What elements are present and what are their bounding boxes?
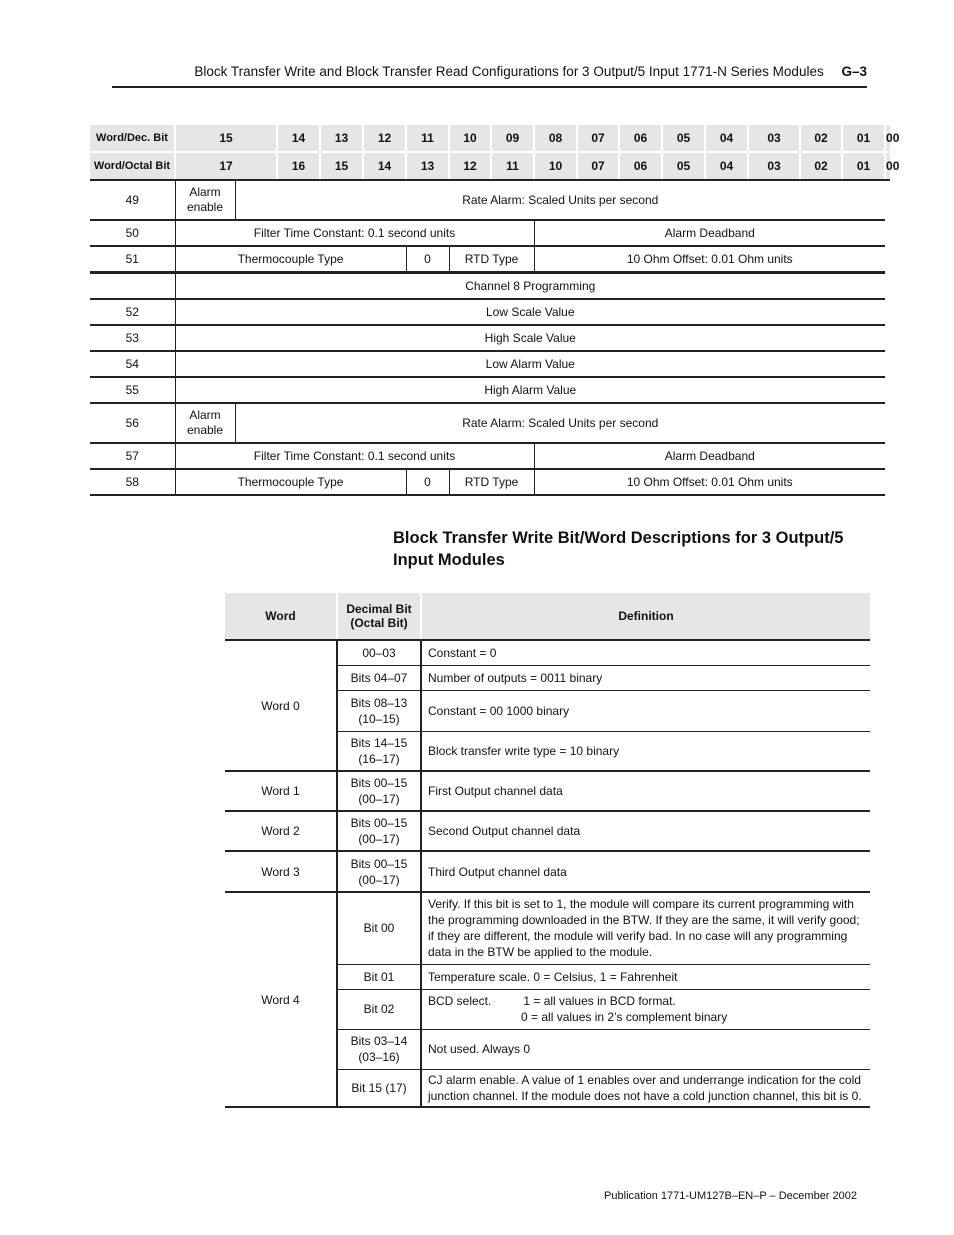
bit-cell: 00–03 [337, 640, 421, 665]
table-row [90, 351, 890, 377]
bit-header: 14 [363, 152, 406, 180]
bcd-option-1: 1 = all values in BCD format. [523, 994, 676, 1008]
table-row [90, 443, 890, 469]
table-row [90, 299, 890, 325]
oct-bit-label: Word/Octal Bit [90, 152, 175, 180]
bit-header: 13 [320, 125, 363, 152]
word-number: 54 [90, 351, 175, 377]
definition-cell: First Output channel data [421, 771, 870, 811]
bit-header: 03 [748, 152, 800, 180]
bit-header: 00 [885, 152, 890, 180]
table-row [90, 180, 890, 220]
bit-header: 00 [885, 125, 890, 152]
alarm-enable-cell: Alarm enable [175, 180, 235, 220]
word-number: 57 [90, 443, 175, 469]
table-row [90, 273, 890, 300]
bit-header: 13 [406, 152, 449, 180]
bit-header: 04 [705, 152, 748, 180]
table-row [225, 851, 870, 892]
table-row [225, 892, 870, 964]
octal-bit-row [90, 152, 890, 180]
bit-header: 10 [534, 152, 577, 180]
word-number: 56 [90, 403, 175, 443]
bit-header: 07 [577, 125, 619, 152]
thermocouple-type-cell: Thermocouple Type [175, 246, 406, 273]
bit-header: 03 [748, 125, 800, 152]
header-title: Block Transfer Write and Block Transfer Read Configurations for 3 Output/5 Input 1771-N Series Modules [194, 64, 824, 79]
bit-header: 01 [842, 125, 885, 152]
word-number: 50 [90, 220, 175, 246]
bit-header: 10 [449, 125, 491, 152]
low-alarm-cell: Low Alarm Value [175, 351, 885, 377]
bit-header: 16 [277, 152, 320, 180]
table-row [90, 377, 890, 403]
ohm-offset-cell: 10 Ohm Offset: 0.01 Ohm units [534, 246, 885, 273]
rtd-type-cell: RTD Type [449, 246, 534, 273]
decimal-bit-row [90, 125, 890, 152]
bit-cell: Bits 00–15 (00–17) [337, 771, 421, 811]
bcd-option-0: 0 = all values in 2’s complement binary [521, 1010, 728, 1024]
bit-header: 07 [577, 152, 619, 180]
word-number: 58 [90, 469, 175, 495]
page-number: G–3 [841, 64, 867, 79]
definition-cell: Third Output channel data [421, 851, 870, 892]
dec-bit-label: Word/Dec. Bit [90, 125, 175, 152]
section-heading: Block Transfer Write Bit/Word Descriptions for 3 Output/5 Input Modules [393, 529, 844, 569]
bit-cell: Bits 00–15 (00–17) [337, 851, 421, 892]
bit-word-description-table [225, 593, 870, 1108]
bit-header: 11 [406, 125, 449, 152]
bit-cell: Bit 02 [337, 989, 421, 1029]
bit-cell: Bits 03–14 (03–16) [337, 1029, 421, 1069]
word-cell: Word 2 [225, 811, 337, 851]
bit-header: 05 [662, 125, 705, 152]
zero-cell: 0 [406, 246, 449, 273]
configuration-table [90, 125, 900, 496]
definition-cell: Verify. If this bit is set to 1, the module will compare its current programming with the programming downloaded in the BTW. If they are the same, it will verify good; if they are different, the module will verify bad. In no case will any programming data in the BTW be applied to the module. [421, 892, 870, 964]
table-row [90, 246, 890, 273]
definition-cell: Constant = 0 [421, 640, 870, 665]
bit-header: 08 [534, 125, 577, 152]
table-row [225, 640, 870, 665]
bit-cell: Bit 00 [337, 892, 421, 964]
filter-cell: Filter Time Constant: 0.1 second units [175, 443, 534, 469]
table-row [90, 220, 890, 246]
table-row [90, 469, 890, 495]
deadband-cell: Alarm Deadband [534, 443, 885, 469]
deadband-cell: Alarm Deadband [534, 220, 885, 246]
bit-header: 17 [175, 152, 277, 180]
bit-cell: Bits 08–13 (10–15) [337, 690, 421, 731]
bit-header: 12 [363, 125, 406, 152]
definition-cell: Constant = 00 1000 binary [421, 690, 870, 731]
word-number: 55 [90, 377, 175, 403]
table-row [225, 771, 870, 811]
bit-header: 04 [705, 125, 748, 152]
word-cell: Word 1 [225, 771, 337, 811]
publication-footer: Publication 1771-UM127B–EN–P – December 2002 [604, 1190, 857, 1202]
definition-cell: Block transfer write type = 10 binary [421, 731, 870, 771]
col-definition-header: Definition [421, 593, 870, 640]
bit-header: 12 [449, 152, 491, 180]
bit-header: 06 [619, 125, 662, 152]
bit-header: 15 [175, 125, 277, 152]
alarm-enable-cell: Alarm enable [175, 403, 235, 443]
bit-cell: Bit 15 (17) [337, 1069, 421, 1107]
table-header-row [225, 593, 870, 640]
bit-cell: Bits 04–07 [337, 665, 421, 690]
rtd-type-cell: RTD Type [449, 469, 534, 495]
definition-cell [421, 989, 870, 1029]
word-cell: Word 4 [225, 892, 337, 1107]
bit-header: 15 [320, 152, 363, 180]
bit-header: 11 [491, 152, 534, 180]
bit-header: 02 [800, 125, 842, 152]
high-scale-cell: High Scale Value [175, 325, 885, 351]
word-number [90, 273, 175, 300]
definition-cell: CJ alarm enable. A value of 1 enables over and underrange indication for the cold junction channel. If the module does not have a cold junction channel, this bit is 0. [421, 1069, 870, 1107]
filter-cell: Filter Time Constant: 0.1 second units [175, 220, 534, 246]
bit-header: 09 [491, 125, 534, 152]
channel-heading: Channel 8 Programming [175, 273, 885, 300]
col-word-header: Word [225, 593, 337, 640]
definition-cell: Number of outputs = 0011 binary [421, 665, 870, 690]
word-number: 52 [90, 299, 175, 325]
definition-cell: Second Output channel data [421, 811, 870, 851]
page-header [112, 64, 867, 88]
word-cell: Word 3 [225, 851, 337, 892]
definition-cell: Temperature scale. 0 = Celsius, 1 = Fahrenheit [421, 964, 870, 989]
low-scale-cell: Low Scale Value [175, 299, 885, 325]
rate-alarm-cell: Rate Alarm: Scaled Units per second [235, 180, 885, 220]
table-row [225, 811, 870, 851]
bit-cell: Bit 01 [337, 964, 421, 989]
ohm-offset-cell: 10 Ohm Offset: 0.01 Ohm units [534, 469, 885, 495]
bit-header: 01 [842, 152, 885, 180]
bit-header: 14 [277, 125, 320, 152]
table-row [90, 325, 890, 351]
high-alarm-cell: High Alarm Value [175, 377, 885, 403]
word-number: 51 [90, 246, 175, 273]
bcd-select-label: BCD select. [428, 994, 492, 1008]
bit-cell: Bits 00–15 (00–17) [337, 811, 421, 851]
col-bit-header: Decimal Bit (Octal Bit) [337, 593, 421, 640]
zero-cell: 0 [406, 469, 449, 495]
word-number: 53 [90, 325, 175, 351]
thermocouple-type-cell: Thermocouple Type [175, 469, 406, 495]
word-number: 49 [90, 180, 175, 220]
definition-cell: Not used. Always 0 [421, 1029, 870, 1069]
word-cell: Word 0 [225, 640, 337, 771]
bit-header: 02 [800, 152, 842, 180]
table-row [90, 403, 890, 443]
bit-cell: Bits 14–15 (16–17) [337, 731, 421, 771]
bit-header: 06 [619, 152, 662, 180]
bit-header: 05 [662, 152, 705, 180]
rate-alarm-cell: Rate Alarm: Scaled Units per second [235, 403, 885, 443]
